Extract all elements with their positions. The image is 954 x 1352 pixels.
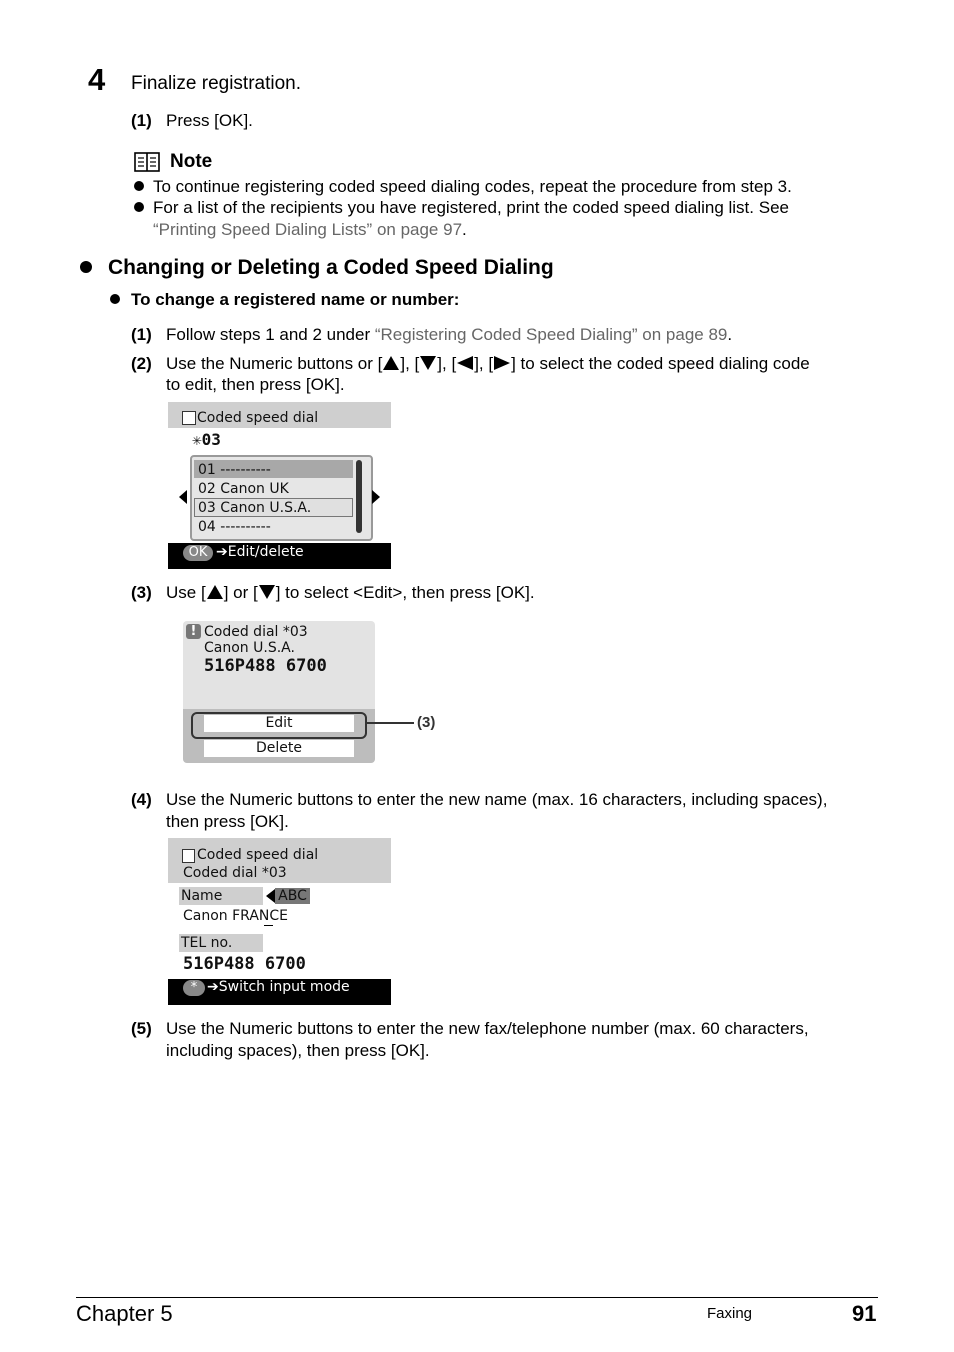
lcd-number: 516P488 6700 [183, 954, 306, 974]
subsection-bullet [110, 294, 120, 304]
lcd-code: ✳03 [192, 430, 221, 449]
input-mode-badge: ABC [275, 888, 310, 904]
registering-link[interactable]: “Registering Coded Speed Dialing” on page 89 [374, 325, 728, 344]
lcd-screen-coded-speed-dial [168, 402, 391, 569]
lcd-subtitle: Coded dial *03 [183, 865, 287, 881]
left-arrow-icon [457, 356, 473, 370]
substep-5-text: Use the Numeric buttons to enter the new fax/telephone number (max. 60 characters, [166, 1019, 809, 1038]
callout-line [366, 722, 414, 724]
name-label: Name [179, 887, 263, 905]
subsection-heading: To change a registered name or number: [131, 290, 460, 309]
name-value: Canon FRANCE [183, 908, 288, 924]
lcd-screen-name-entry [168, 838, 391, 1005]
arrow-icon: ➔ [216, 544, 228, 560]
substep-5-text-cont: including spaces), then press [OK]. [166, 1041, 430, 1060]
footer-rule [76, 1297, 878, 1298]
callout-label: (3) [417, 714, 436, 731]
arrow-icon: ➔ [207, 979, 219, 995]
speed-dial-icon [182, 849, 195, 863]
lcd-list-row: 04 ---------- [198, 519, 271, 535]
lcd-number: 516P488 6700 [204, 656, 327, 676]
lcd-scrollbar [356, 460, 362, 533]
up-arrow-icon [383, 356, 399, 370]
substep-text: Press [OK]. [166, 111, 253, 130]
lcd-star-key: * [183, 980, 205, 996]
right-arrow-icon [494, 356, 510, 370]
footer-chapter: Chapter 5 [76, 1301, 173, 1326]
mode-arrow-icon [266, 889, 275, 903]
substep-3-text: Use [ ] or [ ] to select <Edit>, then press [OK]. [166, 583, 535, 602]
lcd-line-1: Coded dial *03 [204, 624, 308, 640]
substep-number: (5) [131, 1019, 152, 1038]
lcd-right-arrow-icon [372, 490, 380, 504]
substep-number: (1) [131, 325, 152, 344]
bullet [134, 202, 144, 212]
substep-1-text: Follow steps 1 and 2 under “Registering Coded Speed Dialing” on page 89. [166, 325, 733, 344]
note-bullet-2-cont: “Printing Speed Dialing Lists” on page 97. [153, 220, 467, 239]
note-bullet-2: For a list of the recipients you have registered, print the coded speed dialing list. See [153, 198, 789, 217]
section-heading: Changing or Deleting a Coded Speed Dialing [108, 256, 554, 279]
up-arrow-icon [207, 585, 223, 599]
note-heading: Note [170, 151, 213, 172]
substep-number: (1) [131, 111, 152, 130]
tel-label: TEL no. [179, 934, 263, 952]
lcd-footer-text: ➔Edit/delete [216, 544, 304, 560]
substep-number: (2) [131, 354, 152, 373]
page-number: 91 [852, 1301, 877, 1326]
down-arrow-icon [420, 356, 436, 370]
delete-option: Delete [204, 740, 354, 757]
lcd-ok-key: OK [183, 545, 213, 561]
lcd-title: Coded speed dial [197, 847, 319, 863]
substep-2-text: Use the Numeric buttons or [ ], [ ], [ ], [ ] to select the coded speed dialing code [166, 354, 810, 373]
printing-lists-link[interactable]: “Printing Speed Dialing Lists” on page 97 [153, 220, 463, 239]
lcd-list-row: 02 Canon UK [198, 481, 289, 497]
bullet [134, 181, 144, 191]
down-arrow-icon [259, 585, 275, 599]
substep-4-text-cont: then press [OK]. [166, 812, 289, 831]
lcd-line-2: Canon U.S.A. [204, 640, 295, 656]
lcd-left-arrow-icon [179, 490, 187, 504]
step-number: 4 [88, 62, 106, 97]
lcd-footer-text: ➔Switch input mode [207, 979, 350, 995]
alert-icon: ! [186, 624, 201, 639]
lcd-list-row: 01 ---------- [198, 462, 271, 478]
section-bullet [80, 261, 92, 273]
text-cursor [264, 925, 273, 926]
speed-dial-icon [182, 411, 196, 425]
edit-option: Edit [204, 715, 354, 732]
note-book-icon [134, 152, 160, 177]
note-bullet-1: To continue registering coded speed dialing codes, repeat the procedure from step 3. [153, 177, 792, 196]
lcd-screen-edit-delete [183, 621, 375, 763]
step-title: Finalize registration. [131, 73, 302, 94]
substep-number: (3) [131, 583, 152, 602]
substep-2-text-cont: to edit, then press [OK]. [166, 375, 345, 394]
lcd-title: Coded speed dial [197, 410, 319, 426]
footer-section: Faxing [707, 1305, 753, 1322]
lcd-list-row: 03 Canon U.S.A. [198, 500, 312, 516]
substep-4-text: Use the Numeric buttons to enter the new name (max. 16 characters, including spaces), [166, 790, 828, 809]
substep-number: (4) [131, 790, 152, 809]
